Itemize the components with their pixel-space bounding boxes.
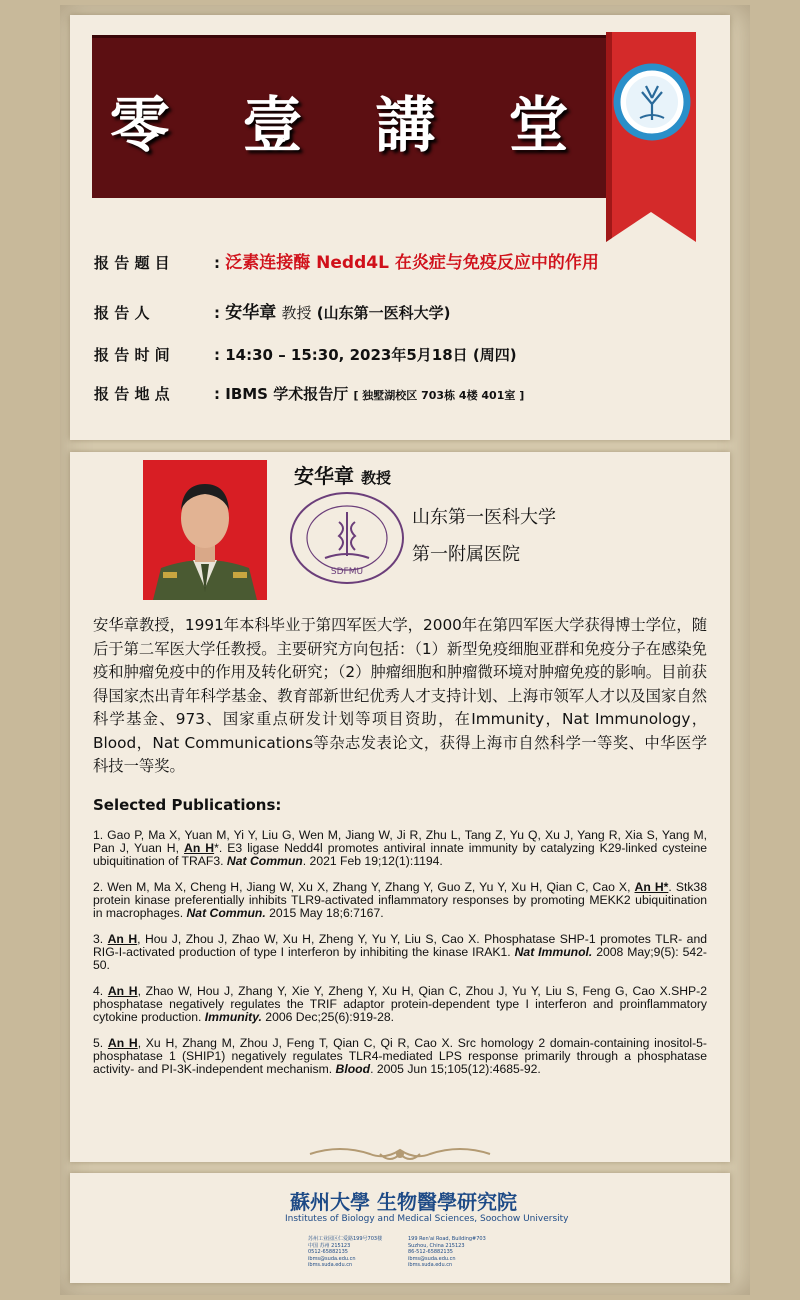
university-seal-icon [290,492,405,584]
university-name: 山东第一医科大学 [412,507,556,528]
profile-name-text: 安华章 [294,464,354,488]
speaker-photo [143,460,267,600]
topic-label: 报 告 题 目 [94,254,170,272]
speaker-label: 报 告 人 [94,304,150,322]
time-label: 报 告 时 间 [94,346,170,364]
publication-item: 4. An H, Zhao W, Hou J, Zhang Y, Xie Y, Zheng Y, Xu H, Qian C, Zhou J, Yu Y, Liu S, Feng G, Cao X.SHP-2 phosphatase negatively regulates the TRIF adaptor protein-dependent type I interferon and proinflammatory cytokine production. Immunity. 2006 Dec;25(6):919-28. [93,984,707,1024]
banner-title: 零 壹 講 堂 [109,91,595,161]
ribbon-emblem [606,32,696,242]
profile-title: 教授 [360,469,391,487]
place-row [94,383,524,404]
hospital-name: 第一附属医院 [412,544,520,565]
publication-item: 1. Gao P, Ma X, Yuan M, Yi Y, Liu G, Wen M, Jiang W, Ji R, Zhu L, Tang Z, Yu Q, Xu J, Yang R, Xia S, Yang M, Pan J, Yuan H, An H*. E3 ligase Nedd4l promotes antiviral innate immunity by catalyzing K29-linked cysteine ubiquitination of TRAF3. Nat Commun. 2021 Feb 19;12(1):1194. [93,828,708,868]
title-banner [92,35,612,198]
publication-list [93,829,707,1089]
place-text: IBMS 学术报告厅 [225,385,349,403]
footer-address-en: 199 Ren'ai Road, Building#703 Suzhou, China 215123 86-512-65882135 ibms@suda.edu.cn ibms.suda.edu.cn [408,1236,486,1268]
colon: : [214,346,220,364]
speaker-bio: 安华章教授，1991年本科毕业于第四军医大学，2000年在第四军医大学获得博士学位，随后于第二军医大学任教授。主要研究方向包括：（1）新型免疫细胞亚群和免疫分子在感染免疫和肿瘤免疫中的作用及转化研究；（2）肿瘤细胞和肿瘤微环境对肿瘤免疫的影响。目前获得国家杰出青年科学基金、教育部新世纪优秀人才支持计划、上海市领军人才以及国家自然科学基金、973、国家重点研发计划等项目资助，在Immunity，Nat Immunology，Blood，Nat Communications等杂志发表论文，获得上海市自然科学一等奖、中华医学科技一等奖。 [93,616,707,775]
place-label: 报 告 地 点 [94,385,170,403]
speaker-affiliation: (山东第一医科大学) [316,304,451,322]
colon: : [214,304,220,322]
time-text: 14:30 – 15:30, 2023年5月18日 (周四) [225,346,517,364]
publication-item: 2. Wen M, Ma X, Cheng H, Jiang W, Xu X, Zhang Y, Zhang Y, Guo Z, Yu Y, Xu H, Qian C, Cao X, An H*. Stk38 protein kinase preferentially inhibits TLR9-activated inflammatory responses by promoting MEKK2 ubiquitination in macrophages. Nat Commun. 2015 May 18;6:7167. [93,880,707,920]
speaker-name: 安华章 [225,303,277,323]
footer-address-cn: 苏州工业园区仁爱路199号703楼 中国 苏州 215123 0512-65882135 ibms@suda.edu.cn ibms.suda.edu.cn [308,1236,383,1268]
ornament-divider-icon [300,1140,500,1168]
seal-text: SDFMU [330,567,364,577]
publication-item: 3. An H, Hou J, Zhou J, Zhao W, Xu H, Zheng Y, Yu Y, Liu S, Cao X. Phosphatase SHP-1 promotes TLR- and RIG-I-activated production of type I interferon by inhibiting the kinase IRAK1. Nat Immunol. 2008 May;9(5): 542-50. [93,932,708,972]
colon: : [214,254,220,272]
speaker-row [94,298,450,323]
footer-subtitle: Institutes of Biology and Medical Sciences, Soochow University [285,1214,569,1224]
profile-name [294,460,391,489]
topic-text: 泛素连接酶 Nedd4L 在炎症与免疫反应中的作用 [225,253,599,273]
publication-item: 5. An H, Xu H, Zhang M, Zhou J, Feng T, Qian C, Qi R, Cao X. Src homology 2 domain-containing inositol-5-phosphatase 1 (SHIP1) negatively regulates TLR4-mediated LPS response primarily through a phosphatase activity- and PI-3K-independent mechanism. Blood. 2005 Jun 15;105(12):4685-92. [93,1036,707,1076]
speaker-title: 教授 [281,304,312,322]
topic-row [94,248,599,273]
footer-logo: 蘇州大學 生物醫學研究院 [290,1190,517,1214]
place-detail: [ 独墅湖校区 703栋 4楼 401室 ] [353,389,525,402]
publications-heading: Selected Publications: [93,796,282,814]
colon: : [214,385,220,403]
time-row [94,344,517,365]
